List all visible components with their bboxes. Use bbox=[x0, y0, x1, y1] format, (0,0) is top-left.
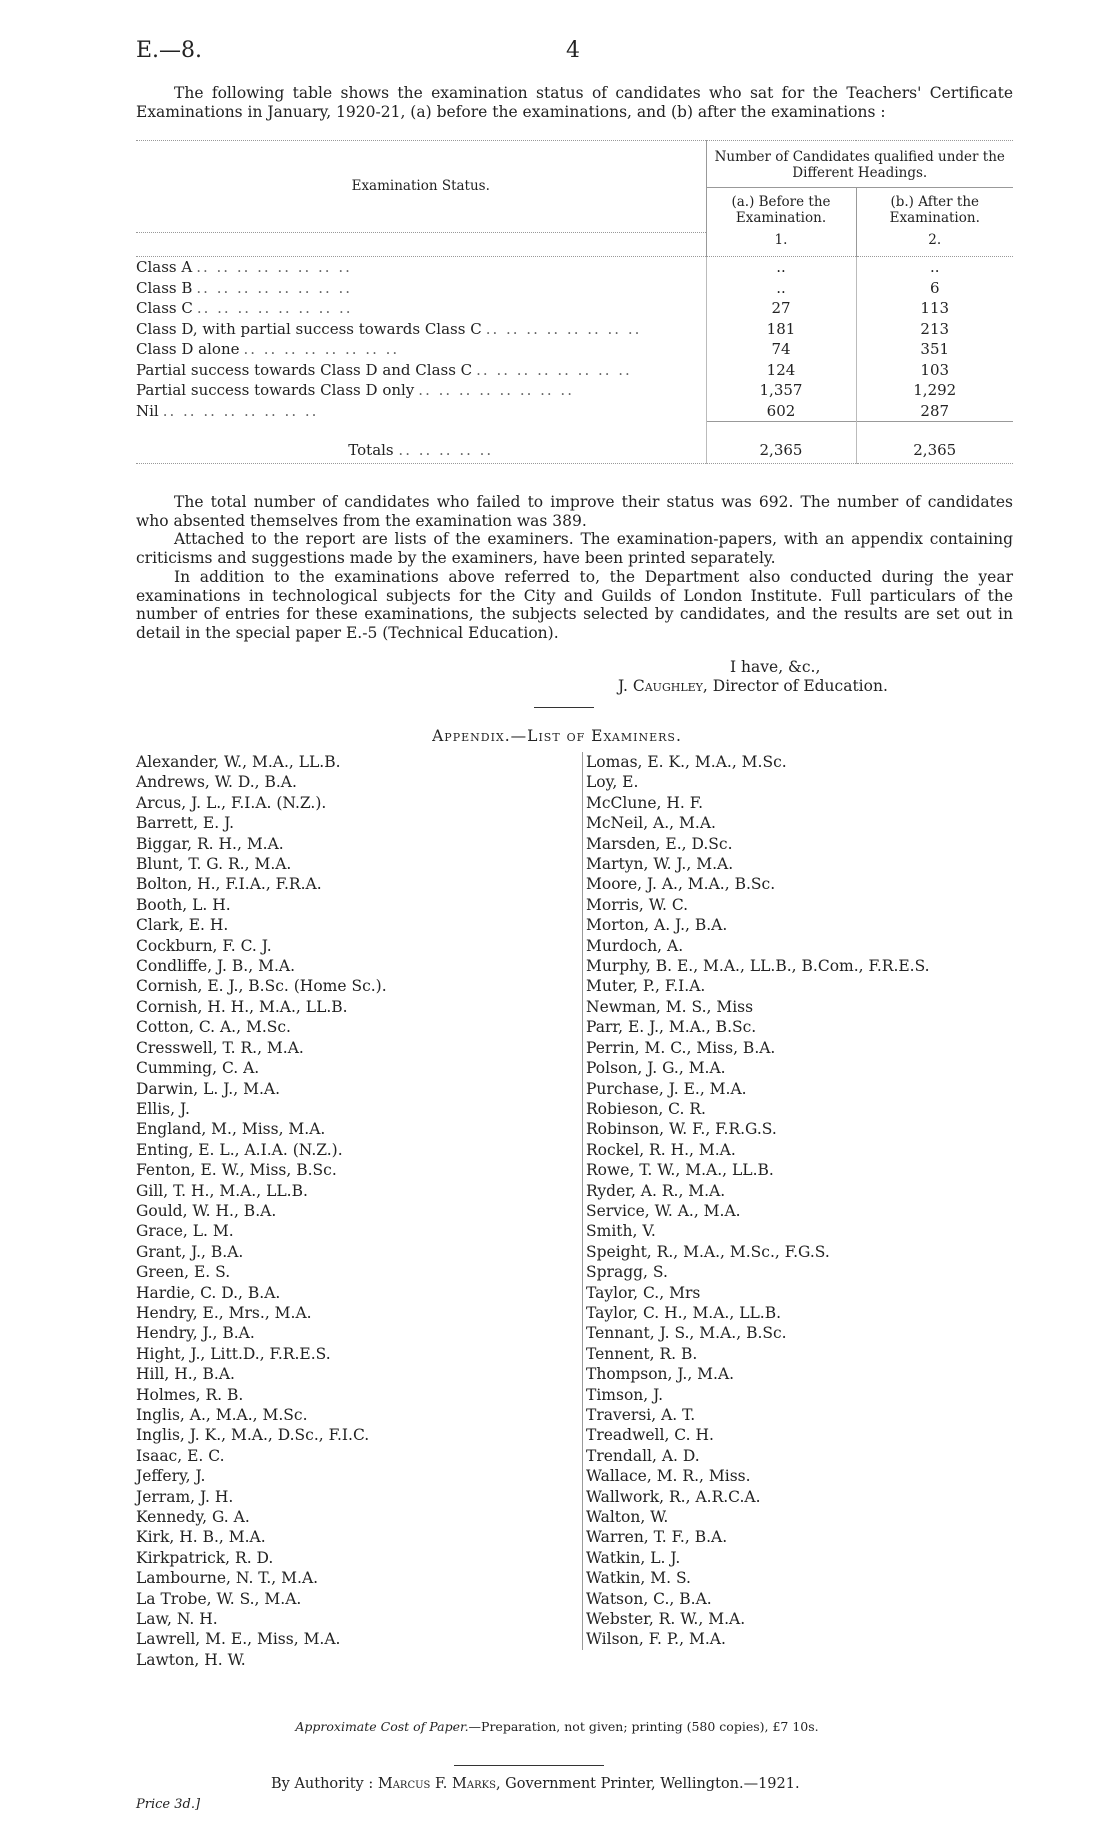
value-after: 1,292 bbox=[856, 380, 1013, 401]
leader-dots: .. .. .. .. .. .. .. .. bbox=[243, 340, 400, 359]
row-label: Nil bbox=[136, 402, 163, 420]
table-row bbox=[136, 380, 1013, 401]
examiner-entry: Tennent, R. B. bbox=[586, 1344, 698, 1363]
examiner-entry: Thompson, J., M.A. bbox=[586, 1365, 735, 1384]
examiner-entry: Grace, L. M. bbox=[136, 1222, 234, 1241]
table-row bbox=[136, 339, 1013, 360]
table-row bbox=[136, 257, 1013, 278]
total-after: 2,365 bbox=[856, 421, 1013, 464]
examiner-entry: Watkin, L. J. bbox=[586, 1548, 681, 1567]
examiner-entry: Andrews, W. D., B.A. bbox=[136, 773, 297, 792]
examiner-entry: Bolton, H., F.I.A., F.R.A. bbox=[136, 875, 322, 894]
examiner-entry: Service, W. A., M.A. bbox=[586, 1201, 741, 1220]
examiner-entry: Cornish, H. H., M.A., LL.B. bbox=[136, 997, 348, 1016]
table-row bbox=[136, 319, 1013, 340]
value-before: 124 bbox=[706, 360, 856, 381]
examiner-entry: Morton, A. J., B.A. bbox=[586, 916, 728, 935]
examiner-entry: Morris, W. C. bbox=[586, 895, 689, 914]
examiner-entry: Cresswell, T. R., M.A. bbox=[136, 1038, 304, 1057]
total-before: 2,365 bbox=[706, 421, 856, 464]
examiner-entry: Booth, L. H. bbox=[136, 895, 231, 914]
examiner-entry: Cornish, E. J., B.Sc. (Home Sc.). bbox=[136, 977, 387, 996]
report-paragraphs bbox=[136, 493, 1013, 643]
row-label: Partial success towards Class D only bbox=[136, 381, 418, 399]
examiner-entry: Hendry, J., B.A. bbox=[136, 1324, 255, 1343]
cost-text: —Preparation, not given; printing (580 copies), £7 10s. bbox=[468, 1719, 819, 1734]
leader-dots: .. .. .. .. .. .. .. .. bbox=[196, 278, 353, 297]
document-code: E.—8. bbox=[136, 38, 203, 63]
examiner-entry: Inglis, A., M.A., M.Sc. bbox=[136, 1406, 308, 1424]
examiner-entry: McNeil, A., M.A. bbox=[586, 814, 716, 833]
imprint-suffix: , Government Printer, Wellington.—1921. bbox=[495, 1776, 800, 1792]
value-before: .. bbox=[706, 257, 856, 278]
cost-note bbox=[0, 1719, 1114, 1734]
examiner-entry: Barrett, E. J. bbox=[136, 814, 235, 833]
signature bbox=[618, 677, 888, 695]
examiner-entry: Arcus, J. L., F.I.A. (N.Z.). bbox=[136, 793, 327, 812]
price: Price 3d.] bbox=[136, 1797, 201, 1812]
value-after: 6 bbox=[856, 278, 1013, 299]
value-after: 213 bbox=[856, 319, 1013, 340]
examiner-entry: Ryder, A. R., M.A. bbox=[586, 1181, 726, 1200]
examiner-entry: Wilson, F. P., M.A. bbox=[586, 1630, 726, 1649]
examiner-entry: Robieson, C. R. bbox=[586, 1099, 706, 1118]
value-after: 103 bbox=[856, 360, 1013, 381]
examiner-entry: Kennedy, G. A. bbox=[136, 1508, 250, 1527]
examiner-entry: Tennant, J. S., M.A., B.Sc. bbox=[586, 1324, 787, 1343]
examiner-entry: Taylor, C., Mrs bbox=[586, 1283, 701, 1302]
examiner-entry: Martyn, W. J., M.A. bbox=[586, 855, 734, 874]
examiner-entry: Loy, E. bbox=[586, 773, 639, 792]
row-label: Class A bbox=[136, 258, 196, 276]
footer-divider bbox=[454, 1765, 604, 1766]
table-row bbox=[136, 360, 1013, 381]
printer-name: Marcus F. Marks bbox=[377, 1776, 496, 1792]
cost-label: Approximate Cost of Paper. bbox=[295, 1719, 469, 1734]
examiner-entry: Hardie, C. D., B.A. bbox=[136, 1283, 281, 1302]
examiner-entry: Newman, M. S., Miss bbox=[586, 997, 754, 1016]
intro-paragraph: The following table shows the examination status of candidates who sat for the Teachers' Certificate Examinations in January, 1920-21, (a) before the examinations, and (b) after the examinations : bbox=[136, 84, 1013, 121]
examiner-entry: Cumming, C. A. bbox=[136, 1059, 260, 1078]
examiner-entry: Murdoch, A. bbox=[586, 936, 684, 955]
examiner-entry: Isaac, E. C. bbox=[136, 1446, 225, 1465]
examiner-entry: Fenton, E. W., Miss, B.Sc. bbox=[136, 1161, 337, 1180]
value-before: 181 bbox=[706, 319, 856, 340]
value-after: 287 bbox=[856, 401, 1013, 422]
leader-dots: .. .. .. .. .. .. .. .. bbox=[485, 319, 642, 338]
table-row bbox=[136, 298, 1013, 319]
examiner-entry: Marsden, E., D.Sc. bbox=[586, 834, 733, 853]
examiner-entry: Rockel, R. H., M.A. bbox=[586, 1140, 736, 1159]
examiner-entry: Watkin, M. S. bbox=[586, 1569, 691, 1588]
examiner-entry: Condliffe, J. B., M.A. bbox=[136, 957, 296, 976]
examiner-entry: Blunt, T. G. R., M.A. bbox=[136, 855, 292, 874]
examiner-entry: Hight, J., Litt.D., F.R.E.S. bbox=[136, 1344, 331, 1363]
examiner-entry: Kirkpatrick, R. D. bbox=[136, 1548, 274, 1567]
leader-dots: .. .. .. .. .. .. .. .. bbox=[196, 299, 353, 318]
examiners-right-column bbox=[582, 752, 1056, 1650]
examiner-entry: Enting, E. L., A.I.A. (N.Z.). bbox=[136, 1140, 343, 1159]
examiner-entry: Jerram, J. H. bbox=[136, 1487, 234, 1506]
col-a-number: 1. bbox=[706, 232, 856, 257]
examiner-entry: Lawrell, M. E., Miss, M.A. bbox=[136, 1630, 341, 1649]
examiner-entry: Walton, W. bbox=[586, 1508, 669, 1527]
examiner-entry: Cotton, C. A., M.Sc. bbox=[136, 1018, 291, 1037]
examiner-entry: Watson, C., B.A. bbox=[586, 1589, 712, 1608]
examiner-entry: La Trobe, W. S., M.A. bbox=[136, 1589, 302, 1608]
examiner-entry: McClune, H. F. bbox=[586, 793, 703, 812]
examiner-entry: Speight, R., M.A., M.Sc., F.G.S. bbox=[586, 1242, 830, 1261]
examiner-entry: Purchase, J. E., M.A. bbox=[586, 1079, 747, 1098]
signature-name: J. Caughley bbox=[618, 677, 703, 695]
examiner-entry: Holmes, R. B. bbox=[136, 1385, 244, 1404]
examiner-entry: Webster, R. W., M.A. bbox=[586, 1610, 746, 1629]
col-b-number: 2. bbox=[856, 232, 1013, 257]
leader-dots: .. .. .. .. .. .. .. .. bbox=[418, 381, 574, 400]
examiner-entry: Grant, J., B.A. bbox=[136, 1242, 244, 1261]
examiner-entry: Warren, T. F., B.A. bbox=[586, 1528, 728, 1547]
value-before: 74 bbox=[706, 339, 856, 360]
examiner-entry: Robinson, W. F., F.R.G.S. bbox=[586, 1120, 777, 1139]
examiner-entry: Smith, V. bbox=[586, 1222, 656, 1241]
status-column-header: Examination Status. bbox=[136, 141, 706, 233]
examiner-entry: Muter, P., F.I.A. bbox=[586, 977, 706, 996]
row-label: Partial success towards Class D and Class C bbox=[136, 361, 476, 379]
examiner-entry: Lawton, H. W. bbox=[136, 1650, 246, 1669]
leader-dots: .. .. .. .. .. .. .. .. bbox=[162, 401, 319, 420]
col-a-header: (a.) Before the Examination. bbox=[706, 188, 856, 233]
examiner-entry: Lambourne, N. T., M.A. bbox=[136, 1569, 319, 1588]
examiner-entry: Ellis, J. bbox=[136, 1099, 190, 1118]
examiner-entry: Treadwell, C. H. bbox=[586, 1426, 714, 1445]
paragraph: Attached to the report are lists of the examiners. The examination-papers, with an appendix containing criticisms and suggestions made by the examiners, have been printed separately. bbox=[136, 530, 1013, 568]
value-after: 351 bbox=[856, 339, 1013, 360]
examiner-entry: Biggar, R. H., M.A. bbox=[136, 834, 284, 853]
examiner-entry: Green, E. S. bbox=[136, 1263, 231, 1282]
section-divider bbox=[534, 707, 594, 708]
value-before: 602 bbox=[706, 401, 856, 422]
printer-imprint bbox=[271, 1776, 800, 1792]
col-b-header: (b.) After the Examination. bbox=[856, 188, 1013, 233]
examiner-entry: Trendall, A. D. bbox=[586, 1446, 700, 1465]
value-before: 27 bbox=[706, 298, 856, 319]
row-label: Class D, with partial success towards Class C bbox=[136, 320, 486, 338]
examiner-entry: Parr, E. J., M.A., B.Sc. bbox=[586, 1018, 757, 1037]
examiner-entry: Wallace, M. R., Miss. bbox=[586, 1467, 751, 1486]
paragraph: In addition to the examinations above referred to, the Department also conducted during the year examinations in technological subjects for the City and Guilds of London Institute. Full particulars of the number of entries for these examinations, the subjects selected by candidates, and the results are set out in detail in the special paper E.-5 (Technical Education). bbox=[136, 567, 1013, 642]
value-before: 1,357 bbox=[706, 380, 856, 401]
status-header-spacer bbox=[136, 232, 706, 257]
examiner-entry: Kirk, H. B., M.A. bbox=[136, 1528, 266, 1547]
totals-row bbox=[136, 421, 1013, 464]
examiner-entry: Spragg, S. bbox=[586, 1263, 668, 1282]
examiner-entry: Traversi, A. T. bbox=[586, 1406, 696, 1424]
row-label: Class C bbox=[136, 299, 197, 317]
examiner-entry: Polson, J. G., M.A. bbox=[586, 1059, 726, 1078]
examiner-entry: Murphy, B. E., M.A., LL.B., B.Com., F.R.E.S. bbox=[586, 957, 930, 976]
examiner-entry: Lomas, E. K., M.A., M.Sc. bbox=[586, 753, 787, 771]
examiner-entry: Cockburn, F. C. J. bbox=[136, 936, 272, 955]
totals-label: Totals bbox=[348, 441, 394, 459]
value-before: .. bbox=[706, 278, 856, 299]
leader-dots: .. .. .. .. .. bbox=[398, 441, 494, 459]
examiner-entry: Taylor, C. H., M.A., LL.B. bbox=[586, 1303, 782, 1322]
examiner-entry: Alexander, W., M.A., LL.B. bbox=[136, 753, 341, 771]
examiner-entry: Timson, J. bbox=[586, 1385, 664, 1404]
closing: I have, &c., bbox=[730, 658, 821, 676]
table-row bbox=[136, 278, 1013, 299]
value-after: 113 bbox=[856, 298, 1013, 319]
appendix-title: Appendix.—List of Examiners. bbox=[432, 727, 682, 745]
value-after: .. bbox=[856, 257, 1013, 278]
table-row bbox=[136, 401, 1013, 422]
signature-title: , Director of Education. bbox=[702, 677, 888, 695]
paragraph: The total number of candidates who failed to improve their status was 692. The number of candidates who absented themselves from the examination was 389. bbox=[136, 493, 1013, 530]
group-column-header: Number of Candidates qualified under the Different Headings. bbox=[706, 141, 1013, 188]
leader-dots: .. .. .. .. .. .. .. .. bbox=[476, 360, 632, 379]
examiner-entry: Law, N. H. bbox=[136, 1610, 218, 1629]
page-number: 4 bbox=[566, 38, 580, 63]
imprint-prefix: By Authority : bbox=[271, 1776, 378, 1792]
examiner-entry: Gill, T. H., M.A., LL.B. bbox=[136, 1181, 308, 1200]
examiner-entry: Hendry, E., Mrs., M.A. bbox=[136, 1303, 312, 1322]
examiner-entry: Inglis, J. K., M.A., D.Sc., F.I.C. bbox=[136, 1426, 370, 1445]
examiners-left-column bbox=[136, 752, 566, 1670]
examiner-entry: Moore, J. A., M.A., B.Sc. bbox=[586, 875, 776, 894]
status-table bbox=[136, 140, 1013, 464]
examiner-entry: Hill, H., B.A. bbox=[136, 1365, 235, 1384]
examiner-entry: England, M., Miss, M.A. bbox=[136, 1120, 326, 1139]
examiner-entry: Gould, W. H., B.A. bbox=[136, 1201, 277, 1220]
examiner-entry: Perrin, M. C., Miss, B.A. bbox=[586, 1038, 776, 1057]
examiner-entry: Jeffery, J. bbox=[136, 1467, 206, 1486]
row-label: Class D alone bbox=[136, 340, 243, 358]
examiner-entry: Rowe, T. W., M.A., LL.B. bbox=[586, 1161, 774, 1180]
leader-dots: .. .. .. .. .. .. .. .. bbox=[196, 258, 352, 277]
examiner-entry: Wallwork, R., A.R.C.A. bbox=[586, 1487, 761, 1506]
examiner-entry: Clark, E. H. bbox=[136, 916, 229, 935]
examiner-entry: Darwin, L. J., M.A. bbox=[136, 1079, 280, 1098]
row-label: Class B bbox=[136, 279, 196, 297]
